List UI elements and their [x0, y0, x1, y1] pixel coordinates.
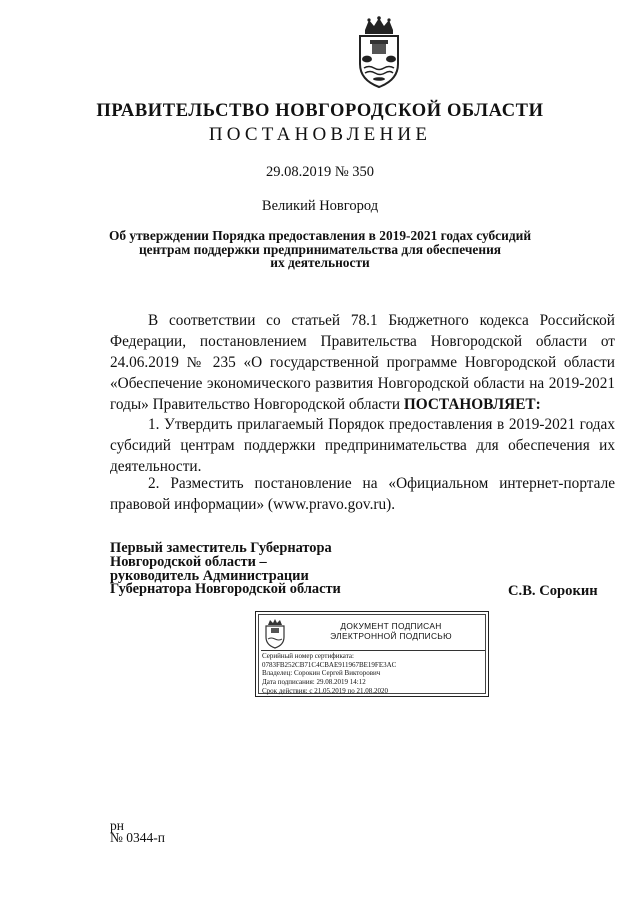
document-subject [0, 229, 640, 270]
government-title: ПРАВИТЕЛЬСТВО НОВГОРОДСКОЙ ОБЛАСТИ [96, 101, 544, 121]
stamp-validity: Срок действия: с 21.05.2019 по 21.08.2020 [262, 686, 388, 695]
stamp-title [301, 621, 481, 641]
stamp-signed-date: Дата подписания: 29.08.2019 14:12 [262, 678, 366, 687]
stamp-title-line: ЭЛЕКТРОННОЙ ПОДПИСЬЮ [330, 631, 452, 641]
subject-line: Об утверждении Порядка предоставления в 2019-2021 годах субсидий [108, 228, 532, 243]
signer-position-line: Губернатора Новгородской области [110, 581, 341, 598]
stamp-coat-of-arms-icon [262, 619, 288, 649]
stamp-serial-number: 0783FB252CB71C4CBAE911967BE19FE3AC [262, 660, 397, 669]
city-name: Великий Новгород [261, 198, 379, 214]
signer-position-line: руководитель Администрации [110, 567, 309, 584]
decree-item-2 [110, 473, 615, 515]
decree-item-1 [110, 414, 615, 477]
signer-position [110, 542, 341, 597]
stamp-frame [258, 614, 486, 694]
signer-position-line: Новгородской области – [110, 553, 267, 570]
footer-registration [110, 820, 165, 844]
stamp-title-line: ДОКУМЕНТ ПОДПИСАН [340, 621, 442, 631]
date-and-number: 29.08.2019 № 350 [265, 164, 375, 180]
preamble-text: В соответствии со статьей 78.1 Бюджетного кодекса Российской Федерации, постановлением Правительства Новгородской области от 24.06.2019 № 235 «О государственной программе Новгородской области «Обеспечение экономического развития Новгородской области на 2019-2021 годы» Правительство Новгородской области [110, 312, 615, 413]
signer-name: С.В. Сорокин [508, 583, 598, 599]
subject-line: их деятельности [270, 255, 370, 270]
signer-position-line: Первый заместитель Губернатора [110, 540, 332, 556]
stamp-serial-label: Серийный номер сертификата: [262, 652, 354, 660]
subject-line: центрам поддержки предпринимательства для обеспечения [138, 241, 502, 257]
preamble-paragraph [110, 310, 615, 415]
coat-of-arms-icon [352, 16, 406, 90]
stamp-details [262, 652, 396, 696]
decree-item-text: 1. Утвердить прилагаемый Порядок предоставления в 2019-2021 годах субсидий центрам поддержки предпринимательства для обеспечения их деятельности. [110, 416, 615, 475]
decree-word: ПОСТАНОВЛЯЕТ: [403, 396, 541, 413]
footer-code: № 0344-п [110, 830, 165, 845]
stamp-owner: Владелец: Сорокин Сергей Викторович [262, 669, 381, 678]
stamp-divider [261, 650, 485, 651]
document-type: ПОСТАНОВЛЕНИЕ [208, 124, 432, 145]
electronic-signature-stamp [255, 611, 489, 697]
decree-item-text: 2. Разместить постановление на «Официальном интернет-портале правовой информации» (www.pravo.gov.ru). [110, 475, 615, 513]
footer-initials: рн [110, 818, 124, 833]
